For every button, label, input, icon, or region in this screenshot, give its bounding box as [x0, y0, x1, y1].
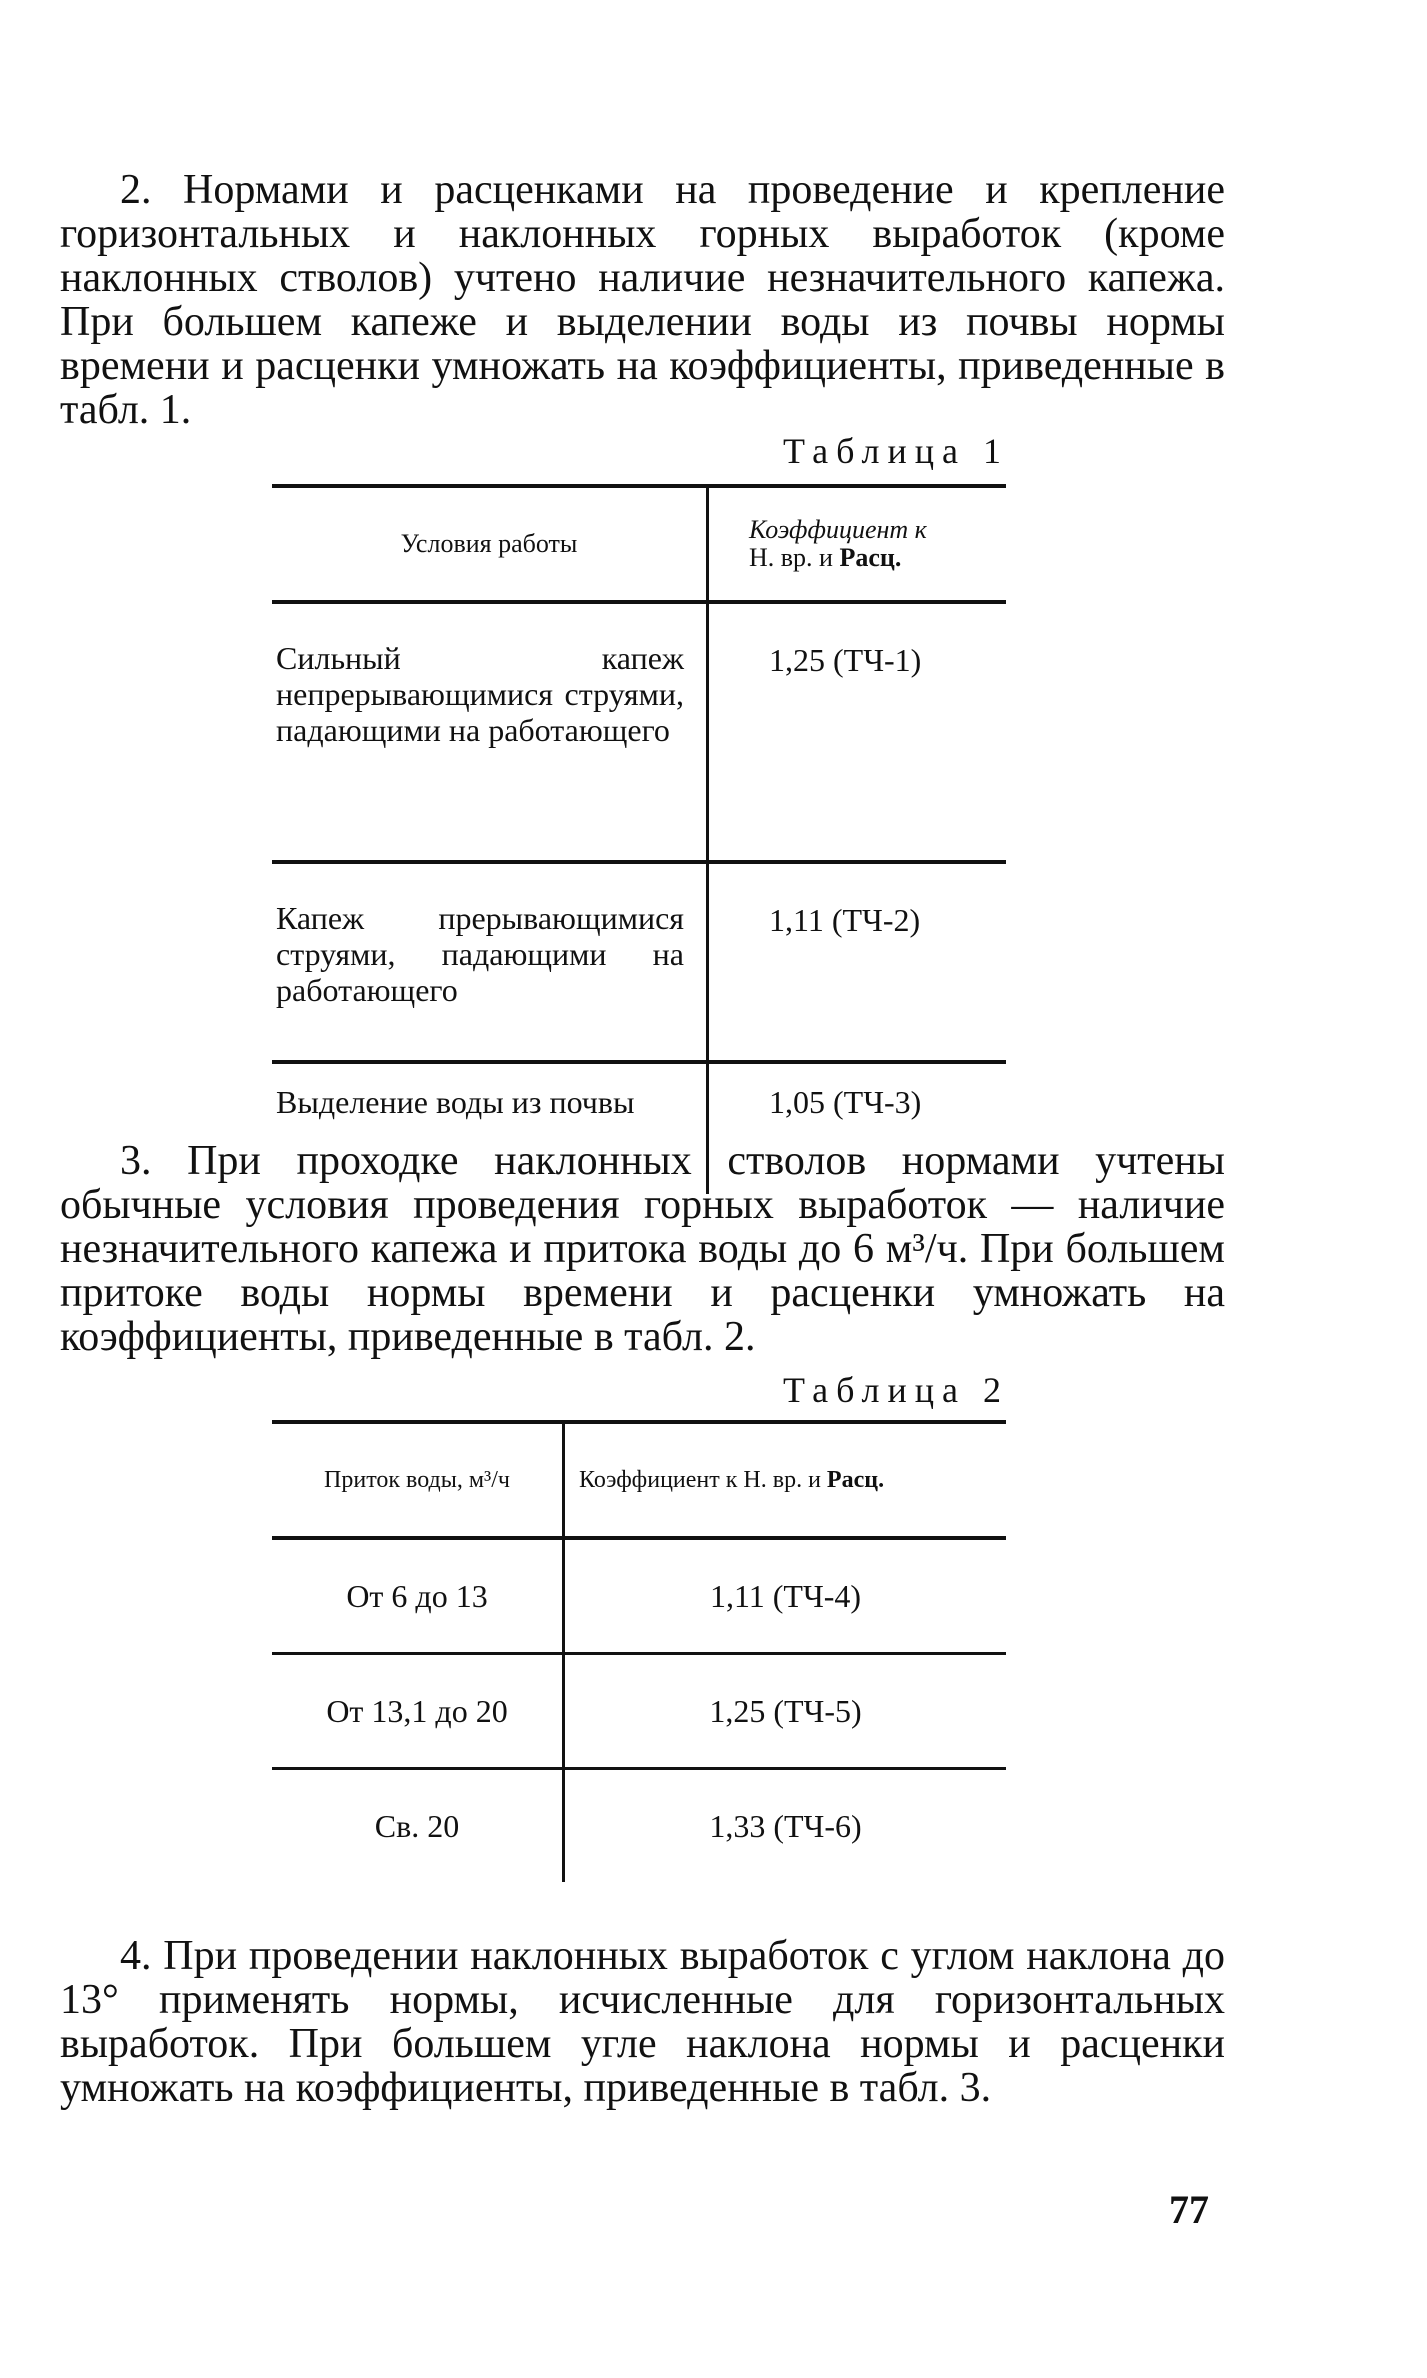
table-2-coefficient-cell: 1,11 (ТЧ-4) — [564, 1538, 1007, 1654]
table-2-header-coef-text: Коэффициент к Н. вр. и — [579, 1466, 827, 1493]
table-2-coefficient-cell: 1,25 (ТЧ-5) — [564, 1654, 1007, 1769]
table-2-inflow-cell: От 13,1 до 20 — [272, 1654, 564, 1769]
table-2-caption: Таблица 2 — [783, 1370, 1009, 1410]
table-row — [272, 1654, 1006, 1769]
table-row — [272, 1538, 1006, 1654]
table-1-coefficient-cell: 1,25 (ТЧ-1) — [708, 602, 1007, 862]
page-number: 77 — [1169, 2187, 1209, 2232]
table-1-header-conditions: Условия работы — [272, 486, 708, 602]
paragraph-3: 3. При проходке наклонных стволов нормами учтены обычные условия проведения горных выработок — наличие незначительного капежа и притока воды до 6 м³/ч. При большем притоке воды нормы времени и расценки умножать на коэффициенты, приведенные в табл. 2. — [60, 1138, 1225, 1360]
table-1-condition-cell: Выделение воды из почвы — [272, 1062, 708, 1194]
table-2-header-row — [272, 1422, 1006, 1538]
table-2-header-coef-bold: Расц. — [826, 1466, 885, 1493]
table-row — [272, 602, 1006, 862]
table-row — [272, 862, 1006, 1062]
table-2-inflow-cell: Св. 20 — [272, 1769, 564, 1883]
table-1 — [272, 484, 1006, 1194]
paragraph-4: 4. При проведении наклонных выработок с углом наклона до 13° применять нормы, исчисленные для горизонтальных выработок. При большем угле наклона нормы и расценки умножать на коэффициенты, приведенные в табл. 3. — [60, 1933, 1225, 2111]
table-row — [272, 1769, 1006, 1883]
paragraph-2: 2. Нормами и расценками на проведение и крепление горизонтальных и наклонных горных выработок (кроме наклонных стволов) учтено наличие незначительного капежа. При большем капеже и выделении воды из почвы нормы времени и расценки умножать на коэффициенты, приведенные в табл. 1. — [60, 167, 1225, 433]
table-1-header-coef-line2: Н. вр. и — [749, 543, 840, 572]
table-1-condition-cell: Капеж прерывающимися струями, падающими на работающего — [272, 862, 708, 1062]
table-1-header-coef-line1: Коэффициент к — [749, 515, 927, 544]
table-2-inflow-cell: От 6 до 13 — [272, 1538, 564, 1654]
table-2-header-inflow: Приток воды, м³/ч — [272, 1422, 564, 1538]
table-2-coefficient-cell: 1,33 (ТЧ-6) — [709, 1807, 862, 1844]
table-2 — [272, 1420, 1006, 1882]
table-2-header-coefficient — [564, 1422, 1007, 1538]
table-1-header-row — [272, 486, 1006, 602]
table-1-coefficient-cell: 1,11 (ТЧ-2) — [708, 862, 1007, 1062]
table-1-caption: Таблица 1 — [783, 431, 1009, 471]
table-1-coefficient-cell: 1,05 (ТЧ-3) — [769, 1084, 922, 1120]
table-1-header-coefficient — [708, 486, 1007, 602]
table-1-header-coef-bold: Расц. — [839, 543, 902, 572]
table-1-condition-cell: Сильный капеж непрерывающимися струями, падающими на работающего — [272, 602, 708, 862]
